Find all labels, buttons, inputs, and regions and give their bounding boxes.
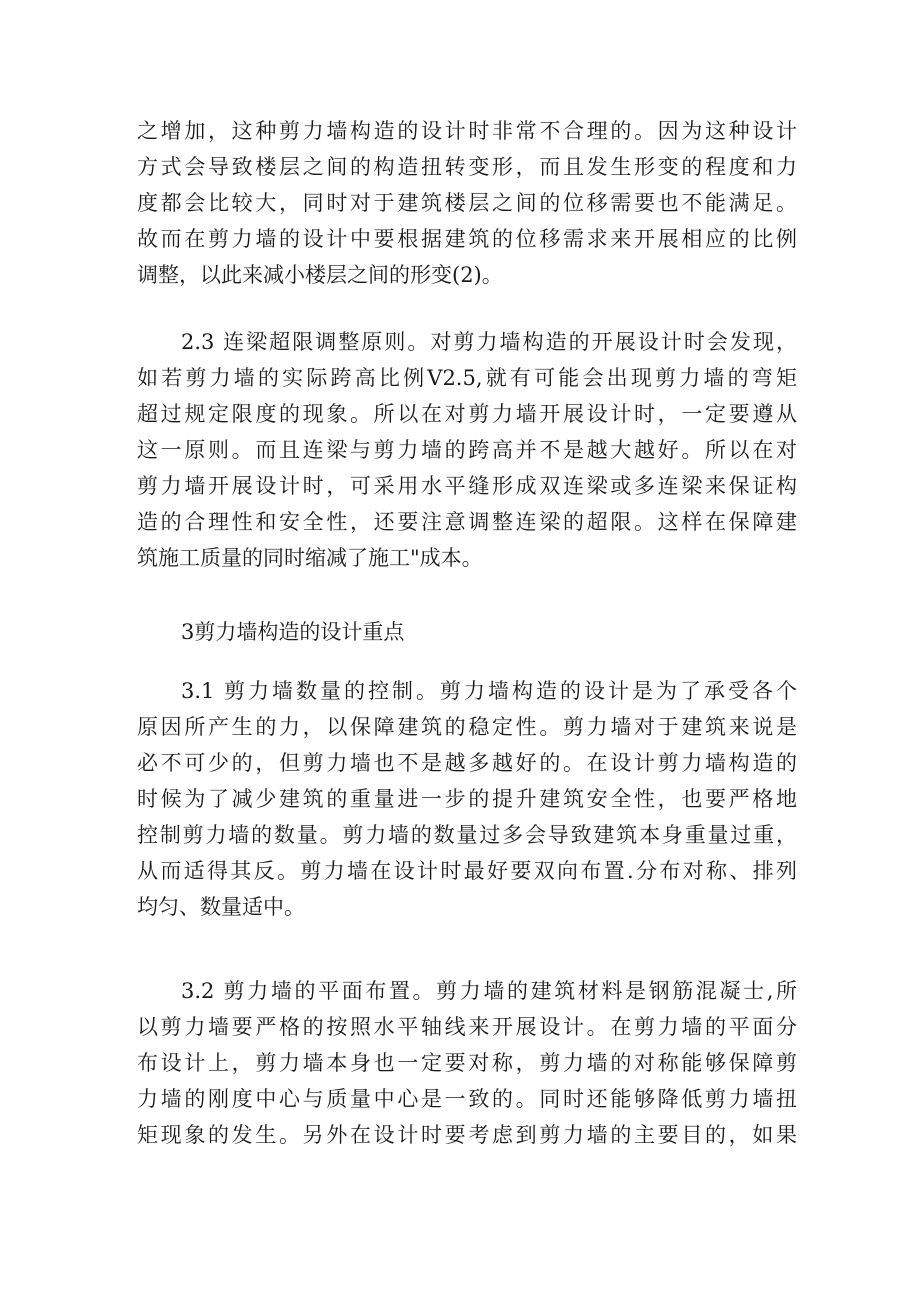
text-line: 控制剪力墙的数量。剪力墙的数量过多会导致建筑本身重量过重，: [137, 823, 797, 847]
text-line: 造的合理性和安全性，还要注意调整连梁的超限。这样在保障建: [137, 510, 797, 534]
section-heading-3: [137, 614, 797, 650]
text-line: 方式会导致楼层之间的构造扭转变形，而且发生形变的程度和力: [137, 155, 797, 179]
text-line: 超过规定限度的现象。所以在对剪力墙开展设计时，一定要遵从: [137, 402, 797, 426]
text-line: 2.3 连梁超限调整原则。对剪力墙构造的开展设计时会发现，: [181, 330, 797, 354]
text-line: 之增加，这种剪力墙构造的设计时非常不合理的。因为这种设计: [137, 119, 797, 143]
text-line: 时候为了减少建筑的重量进一步的提升建筑安全性，也要严格地: [137, 787, 797, 811]
text-line: 从而适得其反。剪力墙在设计时最好要双向布置.分布对称、排列: [137, 859, 797, 883]
text-line: 调整，以此来减小楼层之间的形变(2)。: [137, 263, 503, 287]
paragraph-3-1: [137, 673, 797, 925]
section-heading-text: 3剪力墙构造的设计重点: [181, 620, 405, 644]
text-line: 如若剪力墙的实际跨高比例V2.5,就有可能会出现剪力墙的弯矩: [137, 366, 797, 390]
text-line: 以剪力墙要严格的按照水平轴线来开展设计。在剪力墙的平面分: [137, 1015, 797, 1039]
text-line: 这一原则。而且连梁与剪力墙的跨高并不是越大越好。所以在对: [137, 438, 797, 462]
text-line: 度都会比较大，同时对于建筑楼层之间的位移需要也不能满足。: [137, 191, 797, 215]
text-line: 原因所产生的力，以保障建筑的稳定性。剪力墙对于建筑来说是: [137, 715, 797, 739]
paragraph-3-2: [137, 973, 797, 1153]
text-line: 剪力墙开展设计时，可采用水平缝形成双连梁或多连梁来保证构: [137, 474, 797, 498]
text-line: 筑施工质量的同时缩减了施工"成本。: [137, 546, 483, 570]
paragraph-2-3: [137, 324, 797, 576]
text-line: 矩现象的发生。另外在设计时要考虑到剪力墙的主要目的，如果: [137, 1123, 797, 1147]
paragraph-continuation: [137, 113, 797, 293]
text-line: 布设计上，剪力墙本身也一定要对称，剪力墙的对称能够保障剪: [137, 1051, 797, 1075]
text-line: 3.2 剪力墙的平面布置。剪力墙的建筑材料是钢筋混凝士,所: [181, 979, 797, 1003]
text-line: 3.1 剪力墙数量的控制。剪力墙构造的设计是为了承受各个: [181, 679, 797, 703]
text-line: 力墙的刚度中心与质量中心是一致的。同时还能够降低剪力墙扭: [137, 1087, 797, 1111]
text-line: 故而在剪力墙的设计中要根据建筑的位移需求来开展相应的比例: [137, 227, 797, 251]
text-line: 必不可少的，但剪力墙也不是越多越好的。在设计剪力墙构造的: [137, 751, 797, 775]
text-line: 均匀、数量适中。: [137, 895, 305, 919]
